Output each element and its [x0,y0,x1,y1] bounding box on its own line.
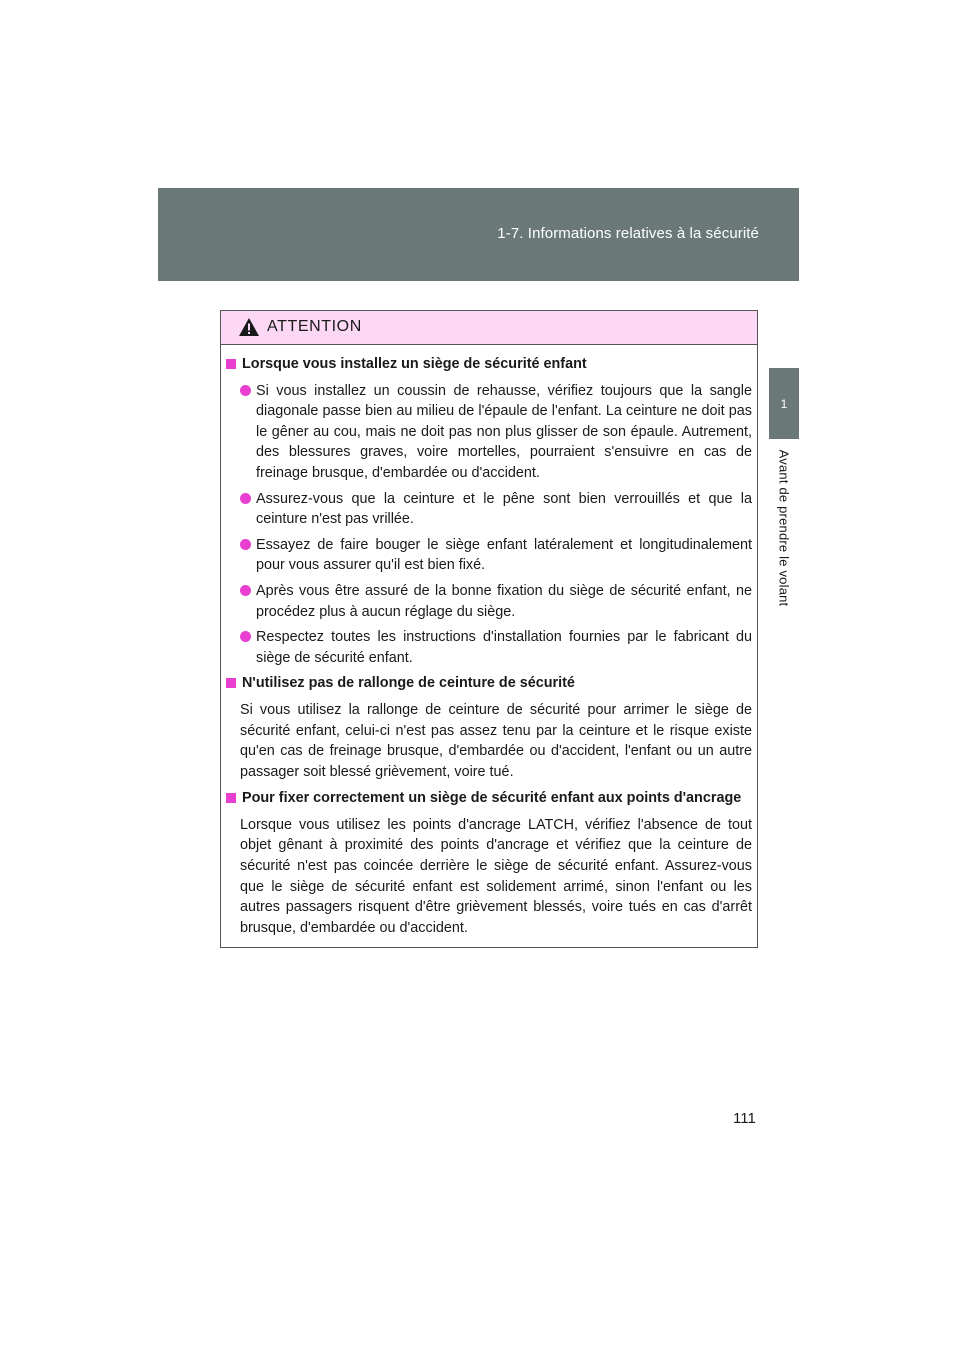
round-bullet-icon [240,493,251,504]
warning-header [221,311,757,345]
section-heading-text: N'utilisez pas de rallonge de ceinture de sécurité [242,675,575,692]
square-bullet-icon [226,359,236,369]
warning-box [220,310,758,948]
bullet-item [226,627,752,668]
section-heading-text: Lorsque vous installez un siège de sécurité enfant [242,356,587,372]
chapter-label: Avant de prendre le volant [776,449,792,607]
bullet-text: Si vous installez un coussin de rehausse, vérifiez toujours que la sangle diagonale passe bien au milieu de l'épaule de l'enfant. La ceinture ne doit pas le gêner au cou, mais ne doit pas non plus glisser de son épaule. Autrement, des blessures graves, voire mortelles, pourraient s'ensuivre en cas de freinage brusque, d'embardée ou d'accident. [256,382,752,481]
bullet-item [226,535,752,576]
section-heading-text: Pour fixer correctement un siège de sécurité enfant aux points d'ancrage [242,790,742,807]
warning-title: ATTENTION [267,318,362,335]
bullet-item [226,581,752,622]
section-paragraph: Si vous utilisez la rallonge de ceinture de sécurité pour arrimer le siège de sécurité enfant, celui-ci n'est pas assez tenu par la ceinture et le risque existe qu'en cas de freinage brusque, d'embardée ou d'accident, l'enfant ou un autre passager soit blessé grièvement, voire tué. [240,701,752,780]
section-heading [226,354,752,375]
section-heading [226,673,752,694]
bullet-text: Assurez-vous que la ceinture et le pêne sont bien verrouillés et que la ceinture n'est pas vrillée. [256,490,752,528]
page-number: 111 [733,1110,756,1127]
bullet-text: Après vous être assuré de la bonne fixation du siège de sécurité enfant, ne procédez plus à aucun réglage du siège. [256,582,752,620]
warning-body [221,345,757,938]
warning-triangle-icon [238,317,260,337]
chapter-tab [769,368,799,439]
round-bullet-icon [240,539,251,550]
round-bullet-icon [240,631,251,642]
section-title: 1-7. Informations relatives à la sécurité [497,225,759,242]
bullet-item [226,381,752,484]
bullet-text: Essayez de faire bouger le siège enfant latéralement et longitudinalement pour vous assurer qu'il est bien fixé. [256,536,752,574]
round-bullet-icon [240,585,251,596]
bullet-text: Respectez toutes les instructions d'installation fournies par le fabricant du siège de sécurité enfant. [256,629,752,666]
header-band [158,188,799,281]
square-bullet-icon [226,678,236,688]
bullet-item [226,489,752,530]
square-bullet-icon [226,793,236,803]
chapter-number: 1 [780,396,788,411]
section-paragraph: Lorsque vous utilisez les points d'ancrage LATCH, vérifiez l'absence de tout objet gênant à proximité des points d'ancrage et vérifiez que la ceinture de sécurité n'est pas coincée derrière le siège de sécurité enfant. Assurez-vous que le siège de sécurité enfant est solidement arrimé, sinon l'enfant ou les autres passagers risquent d'être grièvement blessés, voire tués en cas d'arrêt brusque, d'embardée ou d'accident. [240,816,752,936]
section-heading [226,788,752,809]
round-bullet-icon [240,385,251,396]
